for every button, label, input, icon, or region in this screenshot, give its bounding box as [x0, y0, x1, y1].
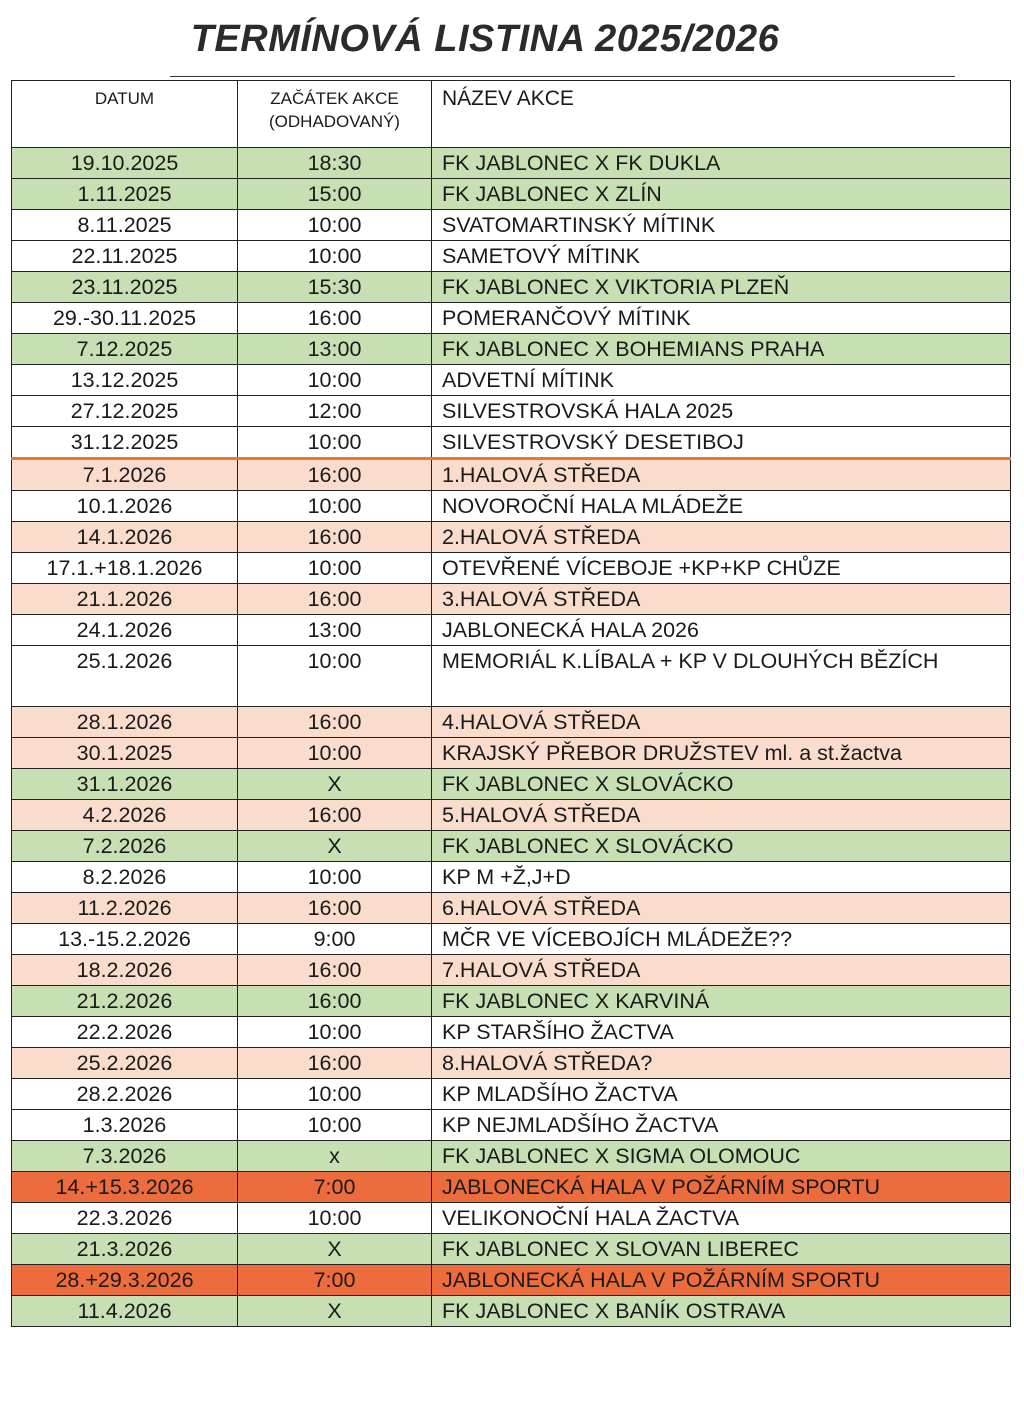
table-row — [12, 1265, 1011, 1296]
event-name: SAMETOVÝ MÍTINK — [432, 241, 1011, 272]
event-name: 2.HALOVÁ STŘEDA — [432, 522, 1011, 553]
table-row — [12, 459, 1011, 491]
event-date: 1.11.2025 — [12, 179, 238, 210]
table-row — [12, 955, 1011, 986]
table-row — [12, 553, 1011, 584]
event-date: 7.1.2026 — [12, 459, 238, 491]
event-date: 22.2.2026 — [12, 1017, 238, 1048]
table-row — [12, 707, 1011, 738]
header-start-line2: (ODHADOVANÝ) — [269, 112, 400, 131]
header-start-line1: ZAČÁTEK AKCE — [270, 89, 399, 108]
event-name: FK JABLONEC X SLOVÁCKO — [432, 769, 1011, 800]
event-date: 30.1.2025 — [12, 738, 238, 769]
table-row — [12, 241, 1011, 272]
table-row — [12, 646, 1011, 707]
event-date: 17.1.+18.1.2026 — [12, 553, 238, 584]
event-date: 10.1.2026 — [12, 491, 238, 522]
event-name: FK JABLONEC X KARVINÁ — [432, 986, 1011, 1017]
event-date: 24.1.2026 — [12, 615, 238, 646]
event-name: FK JABLONEC X BOHEMIANS PRAHA — [432, 334, 1011, 365]
table-row — [12, 769, 1011, 800]
table-row — [12, 1296, 1011, 1327]
event-name: 1.HALOVÁ STŘEDA — [432, 459, 1011, 491]
table-row — [12, 986, 1011, 1017]
event-date: 21.1.2026 — [12, 584, 238, 615]
event-start-time: X — [238, 1234, 432, 1265]
event-start-time: x — [238, 1141, 432, 1172]
table-row — [12, 924, 1011, 955]
event-start-time: X — [238, 1296, 432, 1327]
table-row — [12, 1234, 1011, 1265]
table-row — [12, 1203, 1011, 1234]
event-name: 5.HALOVÁ STŘEDA — [432, 800, 1011, 831]
table-row — [12, 491, 1011, 522]
event-date: 8.11.2025 — [12, 210, 238, 241]
event-start-time: 10:00 — [238, 210, 432, 241]
event-name: 8.HALOVÁ STŘEDA? — [432, 1048, 1011, 1079]
event-date: 11.4.2026 — [12, 1296, 238, 1327]
event-start-time: 16:00 — [238, 800, 432, 831]
event-name: FK JABLONEC X SLOVÁCKO — [432, 831, 1011, 862]
event-name: SILVESTROVSKÁ HALA 2025 — [432, 396, 1011, 427]
event-name: KP M +Ž,J+D — [432, 862, 1011, 893]
event-start-time: 10:00 — [238, 738, 432, 769]
event-start-time: 10:00 — [238, 365, 432, 396]
event-name: SVATOMARTINSKÝ MÍTINK — [432, 210, 1011, 241]
event-date: 25.2.2026 — [12, 1048, 238, 1079]
event-name: KP NEJMLADŠÍHO ŽACTVA — [432, 1110, 1011, 1141]
event-date: 29.-30.11.2025 — [12, 303, 238, 334]
event-date: 14.1.2026 — [12, 522, 238, 553]
event-date: 22.3.2026 — [12, 1203, 238, 1234]
table-row — [12, 800, 1011, 831]
event-date: 18.2.2026 — [12, 955, 238, 986]
event-start-time: 16:00 — [238, 1048, 432, 1079]
event-name: OTEVŘENÉ VÍCEBOJE +KP+KP CHŮZE — [432, 553, 1011, 584]
event-start-time: 10:00 — [238, 1079, 432, 1110]
event-name: FK JABLONEC X BANÍK OSTRAVA — [432, 1296, 1011, 1327]
event-date: 19.10.2025 — [12, 148, 238, 179]
event-name: FK JABLONEC X SLOVAN LIBEREC — [432, 1234, 1011, 1265]
event-date: 28.+29.3.2026 — [12, 1265, 238, 1296]
event-start-time: 7:00 — [238, 1172, 432, 1203]
event-name: MČR VE VÍCEBOJÍCH MLÁDEŽE?? — [432, 924, 1011, 955]
event-start-time: 16:00 — [238, 522, 432, 553]
event-start-time: 15:30 — [238, 272, 432, 303]
table-row — [12, 179, 1011, 210]
table-row — [12, 334, 1011, 365]
event-name: FK JABLONEC X SIGMA OLOMOUC — [432, 1141, 1011, 1172]
event-start-time: 10:00 — [238, 1017, 432, 1048]
event-name: SILVESTROVSKÝ DESETIBOJ — [432, 427, 1011, 459]
event-start-time: X — [238, 831, 432, 862]
event-name: FK JABLONEC X FK DUKLA — [432, 148, 1011, 179]
table-row — [12, 615, 1011, 646]
event-name: ADVETNÍ MÍTINK — [432, 365, 1011, 396]
event-start-time: 16:00 — [238, 986, 432, 1017]
table-row — [12, 365, 1011, 396]
event-date: 23.11.2025 — [12, 272, 238, 303]
schedule-body — [12, 148, 1011, 1327]
event-start-time: 9:00 — [238, 924, 432, 955]
event-date: 22.11.2025 — [12, 241, 238, 272]
table-row — [12, 396, 1011, 427]
event-name: KRAJSKÝ PŘEBOR DRUŽSTEV ml. a st.žactva — [432, 738, 1011, 769]
event-name: VELIKONOČNÍ HALA ŽACTVA — [432, 1203, 1011, 1234]
event-start-time: 16:00 — [238, 955, 432, 986]
event-date: 21.3.2026 — [12, 1234, 238, 1265]
event-name: JABLONECKÁ HALA V POŽÁRNÍM SPORTU — [432, 1265, 1011, 1296]
event-start-time: 10:00 — [238, 646, 432, 707]
event-date: 14.+15.3.2026 — [12, 1172, 238, 1203]
event-start-time: 12:00 — [238, 396, 432, 427]
page-title: TERMÍNOVÁ LISTINA 2025/2026 — [190, 18, 780, 60]
table-row — [12, 1048, 1011, 1079]
event-name: KP MLADŠÍHO ŽACTVA — [432, 1079, 1011, 1110]
table-row — [12, 893, 1011, 924]
table-row — [12, 584, 1011, 615]
table-row — [12, 1141, 1011, 1172]
event-date: 28.1.2026 — [12, 707, 238, 738]
event-start-time: 10:00 — [238, 1110, 432, 1141]
table-row — [12, 738, 1011, 769]
event-date: 7.2.2026 — [12, 831, 238, 862]
event-start-time: 16:00 — [238, 893, 432, 924]
event-name: FK JABLONEC X ZLÍN — [432, 179, 1011, 210]
event-name: 6.HALOVÁ STŘEDA — [432, 893, 1011, 924]
header-start — [238, 81, 432, 148]
table-row — [12, 831, 1011, 862]
table-row — [12, 522, 1011, 553]
event-start-time: 10:00 — [238, 241, 432, 272]
event-date: 7.12.2025 — [12, 334, 238, 365]
header-date: DATUM — [12, 81, 238, 148]
event-start-time: 10:00 — [238, 1203, 432, 1234]
event-name: POMERANČOVÝ MÍTINK — [432, 303, 1011, 334]
event-date: 13.-15.2.2026 — [12, 924, 238, 955]
event-start-time: 10:00 — [238, 491, 432, 522]
event-date: 31.1.2026 — [12, 769, 238, 800]
table-row — [12, 862, 1011, 893]
event-name: 7.HALOVÁ STŘEDA — [432, 955, 1011, 986]
event-date: 8.2.2026 — [12, 862, 238, 893]
event-name: 3.HALOVÁ STŘEDA — [432, 584, 1011, 615]
event-start-time: 16:00 — [238, 303, 432, 334]
event-start-time: 16:00 — [238, 459, 432, 491]
table-row — [12, 272, 1011, 303]
event-date: 1.3.2026 — [12, 1110, 238, 1141]
header-row — [12, 81, 1011, 148]
event-date: 7.3.2026 — [12, 1141, 238, 1172]
title-underline — [170, 76, 955, 77]
event-start-time: 13:00 — [238, 334, 432, 365]
event-date: 11.2.2026 — [12, 893, 238, 924]
event-date: 27.12.2025 — [12, 396, 238, 427]
table-row — [12, 210, 1011, 241]
event-date: 21.2.2026 — [12, 986, 238, 1017]
schedule-header — [12, 81, 1011, 148]
event-name: 4.HALOVÁ STŘEDA — [432, 707, 1011, 738]
table-row — [12, 1172, 1011, 1203]
event-start-time: 13:00 — [238, 615, 432, 646]
schedule-table — [11, 80, 1011, 1327]
event-start-time: 7:00 — [238, 1265, 432, 1296]
event-name: JABLONECKÁ HALA 2026 — [432, 615, 1011, 646]
event-date: 25.1.2026 — [12, 646, 238, 707]
event-start-time: X — [238, 769, 432, 800]
table-row — [12, 1110, 1011, 1141]
table-row — [12, 148, 1011, 179]
event-start-time: 16:00 — [238, 707, 432, 738]
event-date: 28.2.2026 — [12, 1079, 238, 1110]
event-start-time: 15:00 — [238, 179, 432, 210]
event-start-time: 10:00 — [238, 862, 432, 893]
event-start-time: 10:00 — [238, 427, 432, 459]
event-start-time: 16:00 — [238, 584, 432, 615]
event-name: FK JABLONEC X VIKTORIA PLZEŇ — [432, 272, 1011, 303]
event-name: KP STARŠÍHO ŽACTVA — [432, 1017, 1011, 1048]
event-name: NOVOROČNÍ HALA MLÁDEŽE — [432, 491, 1011, 522]
event-date: 13.12.2025 — [12, 365, 238, 396]
event-name: MEMORIÁL K.LÍBALA + KP V DLOUHÝCH BĚZÍCH — [432, 646, 1011, 707]
table-row — [12, 427, 1011, 459]
table-row — [12, 1079, 1011, 1110]
table-row — [12, 1017, 1011, 1048]
event-start-time: 10:00 — [238, 553, 432, 584]
event-date: 31.12.2025 — [12, 427, 238, 459]
table-row — [12, 303, 1011, 334]
header-name: NÁZEV AKCE — [432, 81, 1011, 148]
event-start-time: 18:30 — [238, 148, 432, 179]
event-date: 4.2.2026 — [12, 800, 238, 831]
event-name: JABLONECKÁ HALA V POŽÁRNÍM SPORTU — [432, 1172, 1011, 1203]
